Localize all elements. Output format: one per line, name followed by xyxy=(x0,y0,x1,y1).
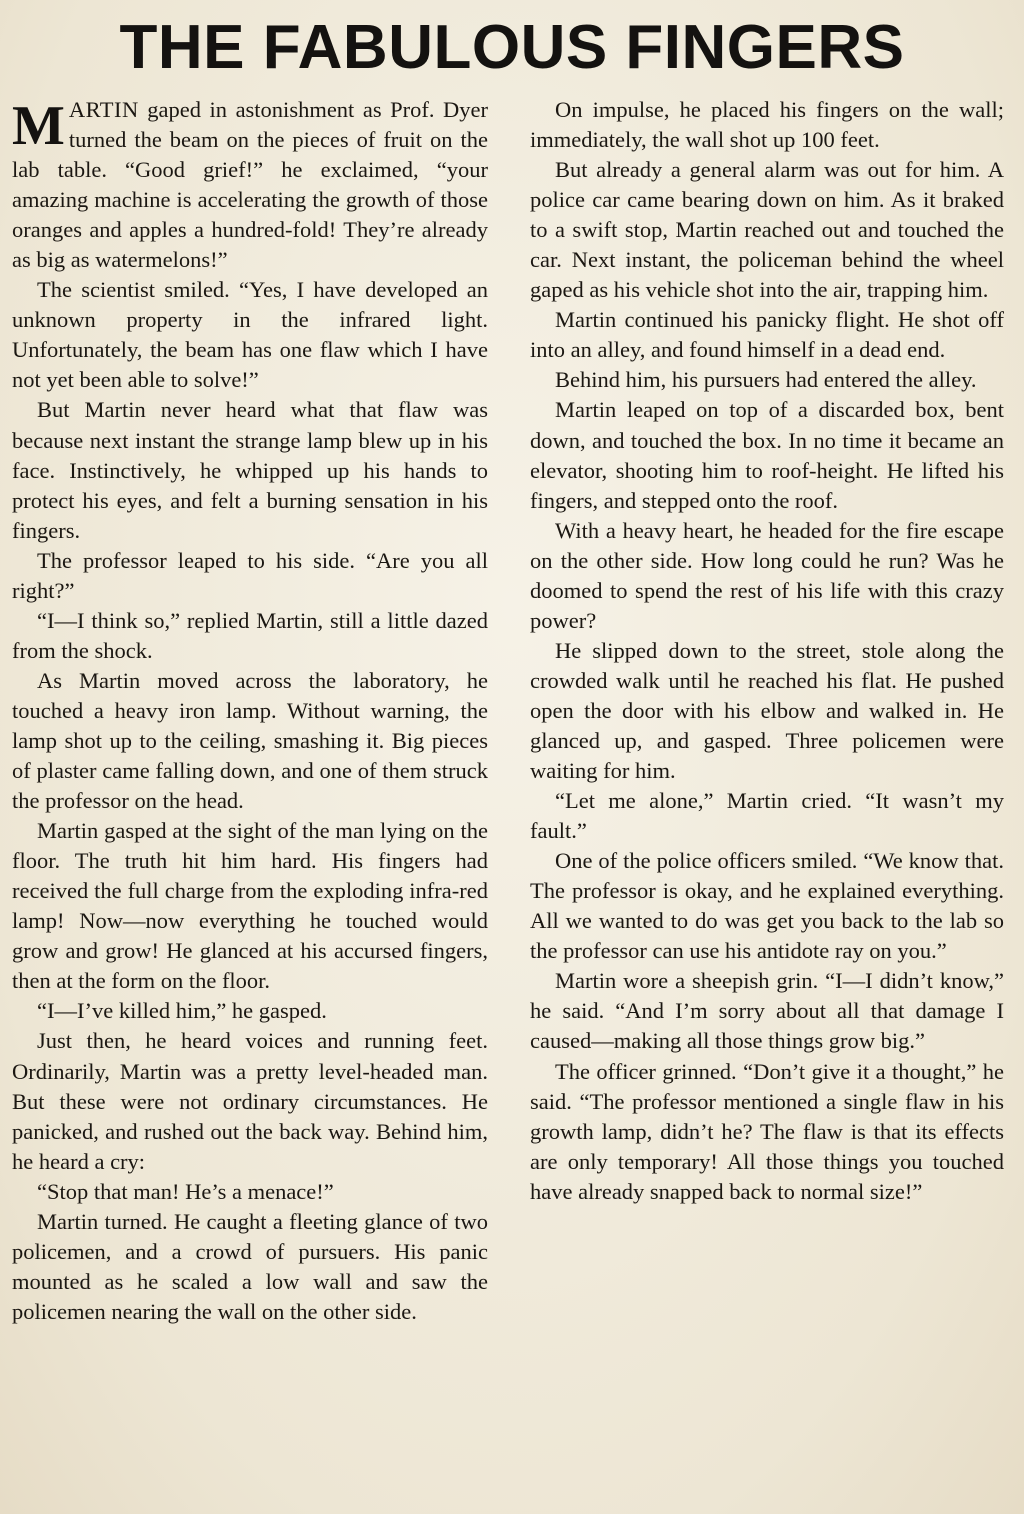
paragraph: Martin continued his panicky flight. He shot off into an alley, and found himself in a dead end. xyxy=(530,307,1004,363)
paragraph: On impulse, he placed his fingers on the wall; immediately, the wall shot up 100 feet. xyxy=(530,97,1004,153)
paragraph: One of the police officers smiled. “We know that. The professor is okay, and he explained everything. All we wanted to do was get you back to the lab so the professor can use his antidote ray on you.” xyxy=(530,848,1004,964)
drop-cap: M xyxy=(12,95,65,157)
paragraph: The officer grinned. “Don’t give it a thought,” he said. “The professor mentioned a single flaw in his growth lamp, didn’t he? The flaw is that its effects are only temporary! All those things you touched have already snapped back to normal size!” xyxy=(530,1058,1004,1204)
paragraph: Martin turned. He caught a fleeting glance of two policemen, and a crowd of pursuers. His panic mounted as he scaled a low wall and saw the policemen nearing the wall on the other side. xyxy=(12,1208,488,1324)
paragraph: But Martin never heard what that flaw was because next instant the strange lamp blew up in his face. Instinctively, he whipped up his hands to protect his eyes, and felt a burning sensation in his fingers. xyxy=(12,397,488,543)
paragraph: “Let me alone,” Martin cried. “It wasn’t my fault.” xyxy=(530,788,1004,844)
paragraph: The professor leaped to his side. “Are you all right?” xyxy=(12,547,488,603)
paragraph: “I—I’ve killed him,” he gasped. xyxy=(37,998,327,1024)
opening-paragraph xyxy=(12,95,488,275)
paragraph: He slipped down to the street, stole along the crowded walk until he reached his flat. He pushed open the door with his elbow and walked in. He glanced up, and gasped. Three policemen were waiting for him. xyxy=(530,637,1004,784)
right-column xyxy=(530,95,1004,1207)
paragraph: As Martin moved across the laboratory, he touched a heavy iron lamp. Without warning, the lamp shot up to the ceiling, smashing it. Big pieces of plaster came falling down, and one of them struck the professor on the head. xyxy=(12,667,488,814)
paragraph: With a heavy heart, he headed for the fire escape on the other side. How long could he run? Was he doomed to spend the rest of his life with this crazy power? xyxy=(530,517,1004,633)
paragraph: Martin wore a sheepish grin. “I—I didn’t know,” he said. “And I’m sorry about all that damage I caused—making all those things grow big.” xyxy=(530,968,1004,1054)
paragraph: Martin gasped at the sight of the man lying on the floor. The truth hit him hard. His fingers had received the full charge from the exploding infra-red lamp! Now—now everything he touched would grow and grow! He glanced at his accursed fingers, then at the form on the floor. xyxy=(12,818,488,994)
paragraph: Just then, he heard voices and running feet. Ordinarily, Martin was a pretty level-headed man. But these were not ordinary circumstances. He panicked, and rushed out the back way. Behind him, he heard a cry: xyxy=(12,1028,488,1174)
left-column xyxy=(12,95,488,1327)
opening-word-rest: ARTIN xyxy=(68,97,139,122)
story-title: THE FABULOUS FINGERS xyxy=(119,13,905,82)
paragraph: “Stop that man! He’s a menace!” xyxy=(37,1178,334,1204)
paragraph: Behind him, his pursuers had entered the alley. xyxy=(555,367,977,393)
paragraph: Martin leaped on top of a discarded box, bent down, and touched the box. In no time it became an elevator, shooting him to roof-height. He lifted his fingers, and stepped onto the roof. xyxy=(530,397,1004,513)
paragraph: “I—I think so,” replied Martin, still a little dazed from the shock. xyxy=(12,607,488,663)
paragraph: The scientist smiled. “Yes, I have developed an unknown property in the infrared light. Unfortunately, the beam has one flaw which I have not yet been able to solve!” xyxy=(12,277,488,393)
opening-paragraph-text: gaped in astonishment as Prof. Dyer turned the beam on the pieces of fruit on the lab table. “Good grief!” he exclaimed, “your amazing machine is accelerating the growth of those oranges and apples a hundred-fold! They’re already as big as watermelons!” xyxy=(12,97,488,273)
paragraph: But already a general alarm was out for him. A police car came bearing down on him. As it braked to a swift stop, Martin reached out and touched the car. Next instant, the policeman behind the wheel gaped as his vehicle shot into the air, trapping him. xyxy=(530,157,1004,303)
